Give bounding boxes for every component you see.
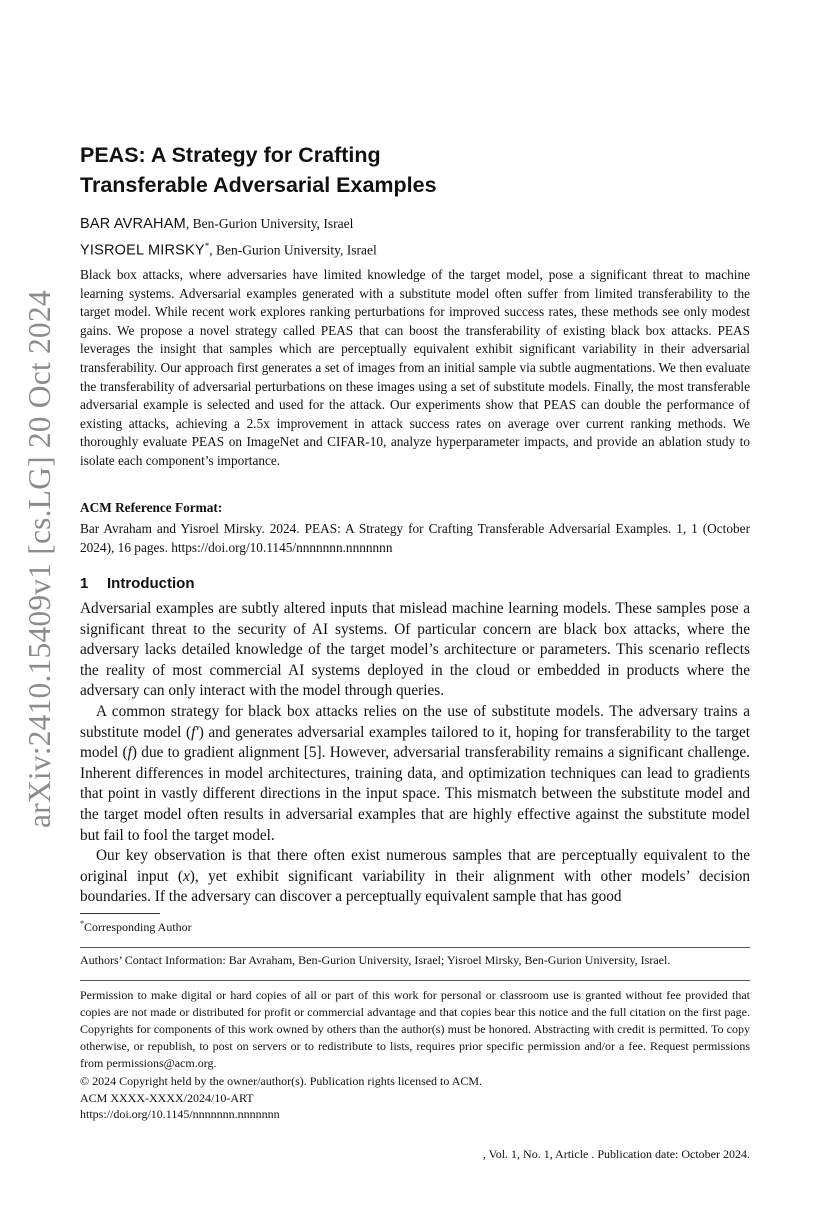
text-run: Our key observation is that there often exist numerous samples that are perceptually equivalent to the original input (: [80, 847, 750, 885]
math-symbol: f′: [191, 723, 199, 741]
permission-notice: Permission to make digital or hard copies of all or part of this work for personal or classroom use is granted without fee provided that copies are not made or distributed for profit or commercial advantage and that copies bear this notice and the full citation on the first page. Copyrights for components of this work owned by others than the author(s) must be honored. Abstracting with credit is permitted. To copy otherwise, or republish, to post on servers or to redistribute to lists, requires prior specific permission and/or a fee. Request permissions from permissions@acm.org.: [80, 988, 750, 1071]
section-number: 1: [80, 575, 89, 592]
text-run: ) due to gradient alignment [5]. However, adversarial transferability remains a significant challenge. Inherent differences in model architectures, training data, and optimization techniques can lead to gradients that point in vastly different directions in the input space. This mismatch between the substitute model and the target model often results in adversarial examples that are highly effective against the substitute model but fail to fool the target model.: [80, 744, 750, 844]
footnote-mark: *: [80, 919, 84, 928]
divider: [80, 980, 750, 981]
author-affiliation: , Ben-Gurion University, Israel: [209, 242, 377, 258]
text-run: ), yet exhibit significant variability in their alignment with other models’ decision boundaries. If the adversary can discover a perceptually equivalent sample that has good: [80, 867, 750, 906]
author-list: [80, 213, 760, 262]
corresponding-mark: *: [204, 241, 210, 251]
publication-info: [80, 1073, 482, 1123]
footnote: [80, 919, 192, 935]
text-run: A common strategy for black box attacks relies on the use of substitute models. The adversary trains a substitute model (: [80, 702, 750, 741]
title-line-2: Transferable Adversarial Examples: [80, 173, 437, 197]
intro-paragraph-2: [80, 702, 750, 846]
section-heading: [80, 575, 194, 592]
abstract: Black box attacks, where adversaries have limited knowledge of the target model, pose a significant threat to machine learning systems. Adversarial examples generated with a substitute model often suffer from limited transferability to the target model. While recent work explores ranking perturbations for improved success rates, these methods see only modest gains. We propose a novel strategy called PEAS that can boost the transferability of existing black box attacks. PEAS leverages the insight that samples which are perceptually equivalent exhibit significant variability in their adversarial transferability. Our approach first generates a set of images from an initial sample via subtle augmentations. We then evaluate the transferability of adversarial perturbations on these images using a set of substitute models. Finally, the most transferable adversarial example is selected and used for the attack. Our experiments show that PEAS can double the performance of existing attacks, achieving a 2.5x improvement in attack success rates on average over current ranking methods. We thoroughly evaluate PEAS on ImageNet and CIFAR-10, analyze hyperparameter impacts, and provide an ablation study to isolate each component’s importance.: [80, 267, 750, 468]
arxiv-identifier: arXiv:2410.15409v1 [cs.LG] 20 Oct 2024: [22, 290, 57, 828]
intro-paragraph-1: Adversarial examples are subtly altered inputs that mislead machine learning models. These samples pose a significant threat to the security of AI systems. Of particular concern are black box attacks, where the adversary lacks detailed knowledge of the target model’s architecture or parameters. This scenario reflects the reality of most commercial AI systems deployed in the cloud or embedded in products where the adversary can only interact with the model through queries.: [80, 600, 750, 700]
text-run: ) and generates adversarial examples tailored to it, hoping for transferability to the target model (: [80, 723, 750, 762]
divider: [80, 947, 750, 948]
footnote-text: Corresponding Author: [84, 920, 192, 934]
author-entry: [80, 235, 760, 262]
paper-title: [80, 140, 760, 200]
title-line-1: PEAS: A Strategy for Crafting: [80, 143, 381, 167]
intro-paragraph-3: [80, 846, 750, 908]
copyright-line: © 2024 Copyright held by the owner/author(s). Publication rights licensed to ACM.: [80, 1074, 483, 1088]
page-footer: , Vol. 1, No. 1, Article . Publication date: October 2024.: [482, 1147, 750, 1161]
introduction-body: [80, 599, 750, 908]
author-entry: [80, 213, 760, 235]
reference-format-text: Bar Avraham and Yisroel Mirsky. 2024. PEAS: A Strategy for Crafting Transferable Adversarial Examples. 1, 1 (October 2024), 16 pages. https://doi.org/10.1145/nnnnnnn.nnnnnnn: [80, 521, 750, 555]
section-title: Introduction: [107, 575, 195, 592]
reference-format-heading: ACM Reference Format:: [80, 500, 223, 515]
author-name: YISROEL MIRSKY: [80, 242, 205, 259]
author-name: BAR AVRAHAM: [80, 216, 186, 232]
math-symbol: x: [183, 867, 190, 885]
math-symbol: f: [127, 744, 132, 762]
doi-link[interactable]: https://doi.org/10.1145/nnnnnnn.nnnnnnn: [80, 1107, 280, 1121]
author-affiliation: , Ben-Gurion University, Israel: [185, 216, 354, 231]
footnote-rule: [80, 913, 160, 914]
acm-id-line: ACM XXXX-XXXX/2024/10-ART: [80, 1090, 254, 1105]
author-contact-info: Authors’ Contact Information: Bar Avraham, Ben-Gurion University, Israel; Yisroel Mirsky, Ben-Gurion University, Israel.: [80, 953, 671, 967]
